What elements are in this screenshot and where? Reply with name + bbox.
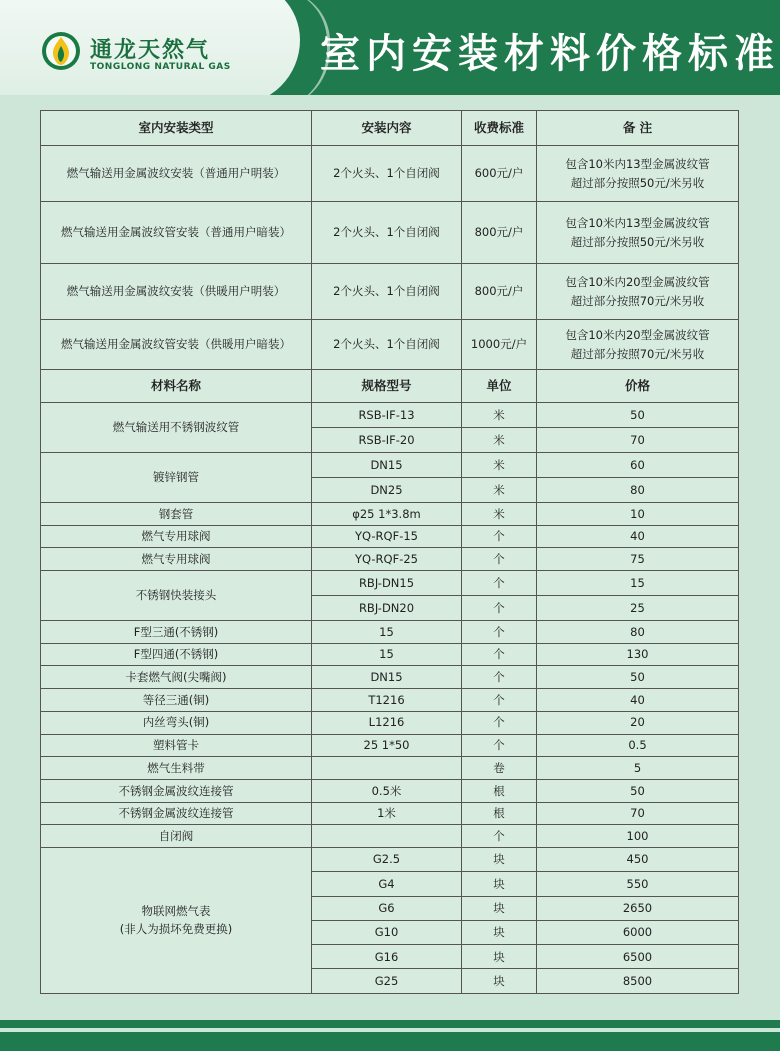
material-name: [41, 453, 312, 503]
install-note-line2: 超过部分按照50元/米另收: [570, 175, 705, 190]
price-table: [40, 110, 739, 994]
material-name-text: 内丝弯头(铜): [142, 715, 210, 730]
material-spec: RBJ-DN20: [312, 596, 462, 621]
material-name-text: 燃气专用球阀: [141, 529, 211, 544]
material-header-1: 规格型号: [312, 370, 462, 403]
material-spec: 1米: [312, 802, 462, 825]
material-price: 8500: [537, 969, 739, 993]
table-row: [41, 779, 739, 802]
material-unit: 个: [462, 596, 537, 621]
table-row: [41, 825, 739, 848]
material-name-note: (非人为损坏免费更换): [119, 922, 233, 937]
material-name-text: 卡套燃气阀(尖嘴阀): [125, 670, 227, 685]
footer-stripe-wide: [0, 1032, 780, 1051]
material-spec: [312, 825, 462, 848]
material-spec: [312, 757, 462, 780]
install-type: 燃气输送用金属波纹管安装（普通用户暗装）: [41, 202, 312, 264]
material-name: [41, 802, 312, 825]
material-price: 5: [537, 757, 739, 780]
material-spec: 15: [312, 643, 462, 666]
install-header-0: 室内安装类型: [41, 111, 312, 146]
table-row: [41, 621, 739, 644]
material-name: [41, 666, 312, 689]
material-unit: 个: [462, 643, 537, 666]
install-content: 2个火头、1个自闭阀: [312, 320, 462, 370]
table-row: [41, 689, 739, 712]
material-spec: RSB-IF-20: [312, 428, 462, 453]
table-row: [41, 111, 739, 146]
material-unit: 米: [462, 428, 537, 453]
table-row: [41, 666, 739, 689]
brand-name-en: TONGLONG NATURAL GAS: [90, 62, 231, 72]
material-name: [41, 403, 312, 453]
material-spec: DN25: [312, 478, 462, 503]
material-name-text: F型四通(不锈钢): [133, 647, 219, 662]
material-price: 0.5: [537, 734, 739, 757]
install-fee: 600元/户: [462, 146, 537, 202]
material-spec: 25 1*50: [312, 734, 462, 757]
install-fee: 800元/户: [462, 264, 537, 320]
material-price: 100: [537, 825, 739, 848]
install-header-2: 收费标准: [462, 111, 537, 146]
table-row: [41, 548, 739, 571]
install-content: 2个火头、1个自闭阀: [312, 264, 462, 320]
material-spec: 0.5米: [312, 779, 462, 802]
install-fee: 1000元/户: [462, 320, 537, 370]
install-note-line1: 包含10米内20型金属波纹管: [565, 328, 710, 343]
material-price: 70: [537, 428, 739, 453]
material-spec: φ25 1*3.8m: [312, 503, 462, 526]
material-spec: DN15: [312, 666, 462, 689]
install-fee: 800元/户: [462, 202, 537, 264]
table-row: [41, 734, 739, 757]
material-spec: 15: [312, 621, 462, 644]
install-type: 燃气输送用金属波纹管安装（供暖用户暗装）: [41, 320, 312, 370]
material-price: 75: [537, 548, 739, 571]
install-note: [537, 264, 739, 320]
table-row: [41, 453, 739, 478]
install-note: [537, 146, 739, 202]
table-row: [41, 202, 739, 264]
table-row: [41, 146, 739, 202]
material-name: [41, 689, 312, 712]
material-price: 15: [537, 571, 739, 596]
table-row: [41, 503, 739, 526]
material-price: 130: [537, 643, 739, 666]
material-unit: 个: [462, 666, 537, 689]
material-spec: G10: [312, 920, 462, 944]
material-price: 50: [537, 666, 739, 689]
install-type: 燃气输送用金属波纹安装（供暖用户明装）: [41, 264, 312, 320]
material-unit: 米: [462, 503, 537, 526]
material-spec: G6: [312, 896, 462, 920]
install-content: 2个火头、1个自闭阀: [312, 146, 462, 202]
install-note-line1: 包含10米内13型金属波纹管: [565, 216, 710, 231]
table-row: [41, 403, 739, 428]
material-unit: 米: [462, 478, 537, 503]
material-name: [41, 621, 312, 644]
table-row: [41, 571, 739, 596]
material-unit: 块: [462, 872, 537, 896]
brand-name-cn: 通龙天然气: [90, 38, 211, 63]
table-row: [41, 370, 739, 403]
material-spec: YQ-RQF-15: [312, 525, 462, 548]
material-header-2: 单位: [462, 370, 537, 403]
table-row: [41, 802, 739, 825]
material-price: 80: [537, 621, 739, 644]
material-unit: 个: [462, 548, 537, 571]
material-name: [41, 825, 312, 848]
material-header-3: 价格: [537, 370, 739, 403]
material-name: [41, 847, 312, 993]
table-row: [41, 525, 739, 548]
material-price: 10: [537, 503, 739, 526]
material-name-text: 燃气专用球阀: [141, 552, 211, 567]
material-name: [41, 571, 312, 621]
material-name-text: F型三通(不锈钢): [133, 624, 219, 639]
material-spec: T1216: [312, 689, 462, 712]
table-row: [41, 757, 739, 780]
material-name-text: 不锈钢金属波纹连接管: [118, 806, 234, 821]
install-note: [537, 202, 739, 264]
install-note-line2: 超过部分按照70元/米另收: [570, 293, 705, 308]
material-price: 25: [537, 596, 739, 621]
material-name-text: 等径三通(铜): [142, 692, 210, 707]
material-unit: 块: [462, 896, 537, 920]
table-row: [41, 264, 739, 320]
material-spec: RSB-IF-13: [312, 403, 462, 428]
page-title: 室内安装材料价格标准: [320, 30, 780, 77]
material-price: 40: [537, 525, 739, 548]
material-unit: 个: [462, 825, 537, 848]
material-price: 20: [537, 711, 739, 734]
material-unit: 根: [462, 802, 537, 825]
material-spec: DN15: [312, 453, 462, 478]
material-spec: G2.5: [312, 847, 462, 871]
material-spec: G4: [312, 872, 462, 896]
table-row: [41, 320, 739, 370]
material-name: [41, 734, 312, 757]
material-name: [41, 548, 312, 571]
material-price: 6500: [537, 945, 739, 969]
material-unit: 个: [462, 621, 537, 644]
material-price: 50: [537, 403, 739, 428]
table-row: [41, 847, 739, 871]
material-unit: 卷: [462, 757, 537, 780]
material-price: 2650: [537, 896, 739, 920]
material-unit: 个: [462, 571, 537, 596]
install-type: 燃气输送用金属波纹安装（普通用户明装）: [41, 146, 312, 202]
material-unit: 根: [462, 779, 537, 802]
material-price: 60: [537, 453, 739, 478]
material-name-text: 不锈钢快装接头: [135, 588, 217, 603]
material-unit: 个: [462, 525, 537, 548]
material-unit: 块: [462, 847, 537, 871]
material-spec: L1216: [312, 711, 462, 734]
material-price: 550: [537, 872, 739, 896]
install-note: [537, 320, 739, 370]
install-note-line1: 包含10米内20型金属波纹管: [565, 275, 710, 290]
material-price: 80: [537, 478, 739, 503]
material-name-text: 物联网燃气表: [141, 903, 211, 918]
material-name-text: 燃气输送用不锈钢波纹管: [112, 420, 240, 435]
material-spec: YQ-RQF-25: [312, 548, 462, 571]
material-name: [41, 757, 312, 780]
material-name: [41, 711, 312, 734]
material-unit: 块: [462, 920, 537, 944]
footer-stripe-thin: [0, 1020, 780, 1028]
material-unit: 米: [462, 403, 537, 428]
material-name: [41, 643, 312, 666]
material-name-text: 不锈钢金属波纹连接管: [118, 783, 234, 798]
material-price: 6000: [537, 920, 739, 944]
material-price: 50: [537, 779, 739, 802]
material-unit: 个: [462, 734, 537, 757]
material-spec: RBJ-DN15: [312, 571, 462, 596]
material-name-text: 塑料管卡: [153, 738, 199, 753]
material-name-text: 自闭阀: [158, 828, 194, 843]
material-unit: 个: [462, 689, 537, 712]
install-header-1: 安装内容: [312, 111, 462, 146]
material-name-text: 燃气生料带: [147, 760, 205, 775]
install-header-3: 备 注: [537, 111, 739, 146]
install-note-line1: 包含10米内13型金属波纹管: [565, 157, 710, 172]
material-name: [41, 503, 312, 526]
install-content: 2个火头、1个自闭阀: [312, 202, 462, 264]
material-price: 70: [537, 802, 739, 825]
material-unit: 块: [462, 969, 537, 993]
material-header-0: 材料名称: [41, 370, 312, 403]
flame-logo-icon: [40, 30, 82, 72]
install-note-line2: 超过部分按照70元/米另收: [570, 346, 705, 361]
material-price: 450: [537, 847, 739, 871]
table-row: [41, 711, 739, 734]
material-name: [41, 525, 312, 548]
table-row: [41, 643, 739, 666]
material-name: [41, 779, 312, 802]
header-banner: [0, 0, 780, 95]
material-name-text: 镀锌钢管: [153, 470, 199, 485]
material-spec: G16: [312, 945, 462, 969]
material-spec: G25: [312, 969, 462, 993]
material-unit: 块: [462, 945, 537, 969]
material-name-text: 钢套管: [158, 506, 194, 521]
install-note-line2: 超过部分按照50元/米另收: [570, 234, 705, 249]
material-unit: 米: [462, 453, 537, 478]
material-price: 40: [537, 689, 739, 712]
material-unit: 个: [462, 711, 537, 734]
